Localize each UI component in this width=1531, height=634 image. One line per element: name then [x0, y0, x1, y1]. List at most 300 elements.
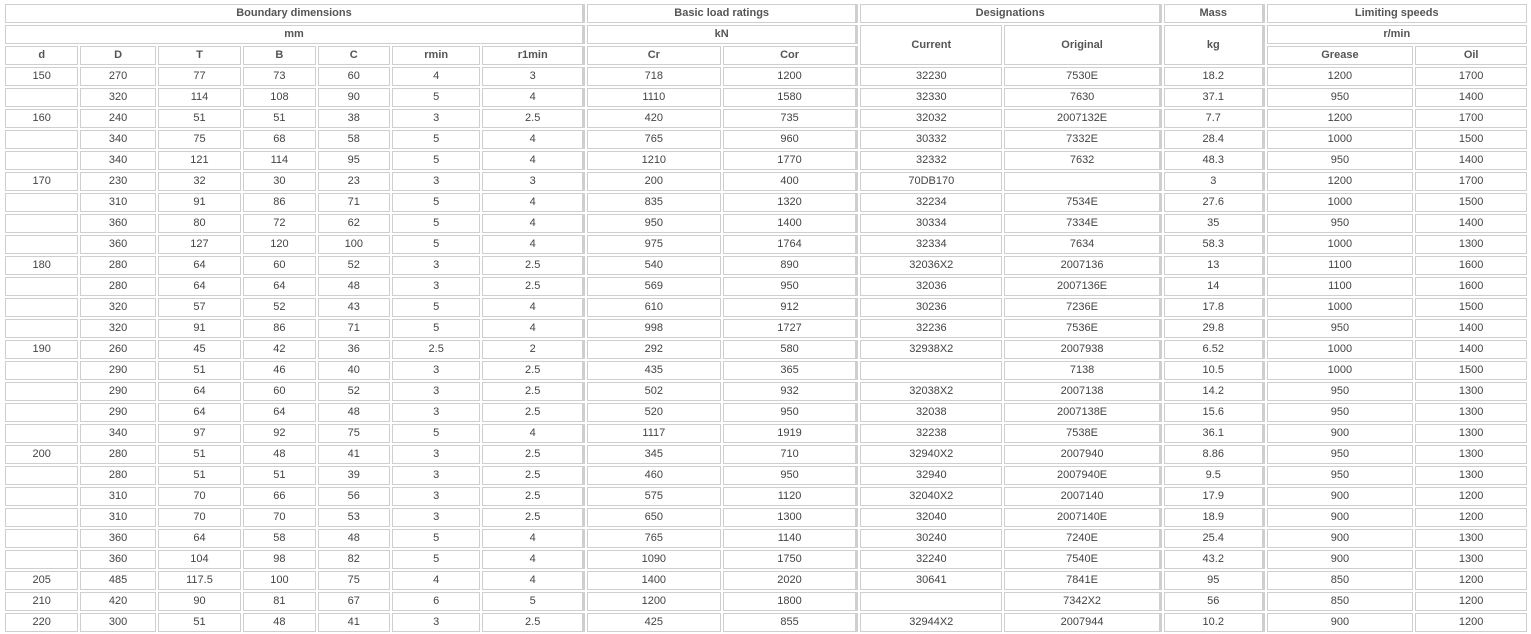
cell-designation-original: 2007940 [1004, 445, 1162, 464]
cell-d [5, 550, 78, 569]
cell-cor: 400 [723, 172, 859, 191]
cell-B: 100 [243, 571, 315, 590]
cell-rmin: 3 [392, 487, 480, 506]
cell-rmin: 3 [392, 403, 480, 422]
cell-d: 160 [5, 109, 78, 128]
cell-T: 51 [158, 109, 241, 128]
bearing-spec-table [3, 2, 1529, 634]
cell-B: 58 [243, 529, 315, 548]
cell-rmin: 5 [392, 151, 480, 170]
cell-r1min: 2.5 [482, 361, 585, 380]
cell-mass: 29.8 [1164, 319, 1265, 338]
cell-grease: 850 [1267, 571, 1414, 590]
col-T: T [158, 46, 241, 65]
cell-d: 170 [5, 172, 78, 191]
cell-D-outer: 280 [80, 445, 155, 464]
cell-mass: 95 [1164, 571, 1265, 590]
cell-designation-original: 2007136E [1004, 277, 1162, 296]
cell-D-outer: 230 [80, 172, 155, 191]
cell-mass: 8.86 [1164, 445, 1265, 464]
cell-mass: 35 [1164, 214, 1265, 233]
cell-r1min: 3 [482, 172, 585, 191]
cell-rmin: 2.5 [392, 340, 480, 359]
cell-T: 91 [158, 193, 241, 212]
cell-D-outer: 420 [80, 592, 155, 611]
cell-r1min: 2.5 [482, 508, 585, 527]
table-row [5, 340, 1527, 359]
cell-grease: 900 [1267, 613, 1414, 632]
cell-designation-original: 7530E [1004, 67, 1162, 86]
cell-grease: 950 [1267, 151, 1414, 170]
cell-cor: 2020 [723, 571, 859, 590]
cell-C: 41 [318, 613, 390, 632]
cell-mass: 13 [1164, 256, 1265, 275]
cell-C: 48 [318, 277, 390, 296]
cell-oil: 1200 [1415, 592, 1527, 611]
cell-D-outer: 260 [80, 340, 155, 359]
col-rmin: rmin [392, 46, 480, 65]
table-row [5, 193, 1527, 212]
cell-grease: 1000 [1267, 130, 1414, 149]
cell-D-outer: 310 [80, 508, 155, 527]
cell-B: 66 [243, 487, 315, 506]
cell-oil: 1400 [1415, 214, 1527, 233]
cell-mass: 9.5 [1164, 466, 1265, 485]
cell-T: 51 [158, 613, 241, 632]
cell-D-outer: 320 [80, 88, 155, 107]
cell-designation-original [1004, 172, 1162, 191]
cell-T: 90 [158, 592, 241, 611]
cell-oil: 1300 [1415, 529, 1527, 548]
cell-designation-current: 30334 [860, 214, 1002, 233]
cell-d [5, 193, 78, 212]
cell-oil: 1700 [1415, 67, 1527, 86]
cell-oil: 1300 [1415, 403, 1527, 422]
cell-B: 52 [243, 298, 315, 317]
cell-rmin: 5 [392, 529, 480, 548]
cell-d [5, 130, 78, 149]
cell-oil: 1700 [1415, 172, 1527, 191]
cell-cr: 1200 [587, 592, 721, 611]
cell-mass: 28.4 [1164, 130, 1265, 149]
cell-d [5, 88, 78, 107]
cell-cr: 1090 [587, 550, 721, 569]
cell-r1min: 4 [482, 193, 585, 212]
cell-cr: 569 [587, 277, 721, 296]
cell-cr: 420 [587, 109, 721, 128]
cell-mass: 17.9 [1164, 487, 1265, 506]
cell-cr: 435 [587, 361, 721, 380]
cell-r1min: 4 [482, 214, 585, 233]
cell-r1min: 4 [482, 235, 585, 254]
cell-r1min: 4 [482, 298, 585, 317]
cell-cor: 580 [723, 340, 859, 359]
cell-B: 70 [243, 508, 315, 527]
cell-designation-current: 32236 [860, 319, 1002, 338]
cell-designation-original: 2007132E [1004, 109, 1162, 128]
cell-d [5, 235, 78, 254]
cell-r1min: 2.5 [482, 277, 585, 296]
cell-r1min: 2.5 [482, 403, 585, 422]
col-designation-original: Original [1004, 25, 1162, 65]
cell-oil: 1300 [1415, 466, 1527, 485]
cell-cr: 950 [587, 214, 721, 233]
cell-rmin: 5 [392, 319, 480, 338]
cell-C: 40 [318, 361, 390, 380]
cell-rmin: 3 [392, 445, 480, 464]
cell-oil: 1200 [1415, 487, 1527, 506]
cell-B: 73 [243, 67, 315, 86]
cell-designation-current: 32038X2 [860, 382, 1002, 401]
unit-load: kN [587, 25, 858, 44]
cell-oil: 1500 [1415, 361, 1527, 380]
cell-oil: 1400 [1415, 88, 1527, 107]
table-row [5, 235, 1527, 254]
cell-grease: 1200 [1267, 109, 1414, 128]
cell-cor: 1919 [723, 424, 859, 443]
cell-cor: 365 [723, 361, 859, 380]
cell-r1min: 2.5 [482, 445, 585, 464]
cell-oil: 1500 [1415, 130, 1527, 149]
unit-mass: kg [1164, 25, 1265, 65]
cell-d: 220 [5, 613, 78, 632]
cell-cr: 292 [587, 340, 721, 359]
cell-C: 90 [318, 88, 390, 107]
cell-cor: 1320 [723, 193, 859, 212]
cell-rmin: 3 [392, 466, 480, 485]
cell-oil: 1300 [1415, 445, 1527, 464]
cell-grease: 1100 [1267, 256, 1414, 275]
cell-B: 86 [243, 193, 315, 212]
cell-T: 45 [158, 340, 241, 359]
cell-r1min: 2.5 [482, 466, 585, 485]
cell-rmin: 3 [392, 382, 480, 401]
cell-B: 60 [243, 256, 315, 275]
cell-T: 64 [158, 256, 241, 275]
table-row [5, 88, 1527, 107]
cell-cr: 835 [587, 193, 721, 212]
cell-designation-current: 32036 [860, 277, 1002, 296]
group-designations: Designations [860, 4, 1162, 23]
cell-grease: 950 [1267, 403, 1414, 422]
cell-cr: 975 [587, 235, 721, 254]
cell-rmin: 4 [392, 67, 480, 86]
cell-d [5, 403, 78, 422]
cell-C: 23 [318, 172, 390, 191]
cell-C: 43 [318, 298, 390, 317]
table-row [5, 67, 1527, 86]
cell-grease: 900 [1267, 529, 1414, 548]
cell-cr: 1400 [587, 571, 721, 590]
cell-d [5, 424, 78, 443]
cell-T: 32 [158, 172, 241, 191]
cell-d: 210 [5, 592, 78, 611]
cell-rmin: 3 [392, 613, 480, 632]
table-row [5, 550, 1527, 569]
cell-designation-current: 30332 [860, 130, 1002, 149]
cell-cor: 710 [723, 445, 859, 464]
col-cr: Cr [587, 46, 721, 65]
table-row [5, 466, 1527, 485]
cell-designation-original: 2007138E [1004, 403, 1162, 422]
table-row [5, 256, 1527, 275]
table-row [5, 529, 1527, 548]
cell-designation-original: 7538E [1004, 424, 1162, 443]
cell-designation-original: 7342X2 [1004, 592, 1162, 611]
cell-designation-current: 32234 [860, 193, 1002, 212]
cell-designation-current: 32036X2 [860, 256, 1002, 275]
cell-designation-original: 2007140E [1004, 508, 1162, 527]
cell-r1min: 4 [482, 319, 585, 338]
cell-d [5, 487, 78, 506]
cell-designation-current: 32238 [860, 424, 1002, 443]
cell-d: 200 [5, 445, 78, 464]
cell-cr: 520 [587, 403, 721, 422]
cell-designation-original: 7236E [1004, 298, 1162, 317]
cell-cor: 912 [723, 298, 859, 317]
cell-C: 48 [318, 529, 390, 548]
cell-cor: 1770 [723, 151, 859, 170]
cell-designation-original: 7334E [1004, 214, 1162, 233]
cell-grease: 1100 [1267, 277, 1414, 296]
table-row [5, 403, 1527, 422]
cell-designation-original: 2007140 [1004, 487, 1162, 506]
cell-T: 80 [158, 214, 241, 233]
cell-B: 72 [243, 214, 315, 233]
cell-mass: 7.7 [1164, 109, 1265, 128]
cell-d [5, 277, 78, 296]
group-boundary-dimensions: Boundary dimensions [5, 4, 585, 23]
cell-mass: 18.9 [1164, 508, 1265, 527]
cell-rmin: 5 [392, 550, 480, 569]
cell-designation-current: 30236 [860, 298, 1002, 317]
cell-oil: 1400 [1415, 340, 1527, 359]
cell-T: 127 [158, 235, 241, 254]
cell-grease: 1200 [1267, 67, 1414, 86]
cell-cor: 1750 [723, 550, 859, 569]
cell-mass: 58.3 [1164, 235, 1265, 254]
cell-mass: 56 [1164, 592, 1265, 611]
cell-rmin: 5 [392, 235, 480, 254]
group-basic-load-ratings: Basic load ratings [587, 4, 858, 23]
cell-rmin: 5 [392, 298, 480, 317]
cell-D-outer: 300 [80, 613, 155, 632]
cell-T: 117.5 [158, 571, 241, 590]
cell-designation-current: 32032 [860, 109, 1002, 128]
cell-C: 60 [318, 67, 390, 86]
cell-C: 41 [318, 445, 390, 464]
group-limiting-speeds: Limiting speeds [1267, 4, 1527, 23]
cell-cr: 765 [587, 529, 721, 548]
cell-B: 64 [243, 277, 315, 296]
cell-B: 48 [243, 613, 315, 632]
cell-d [5, 529, 78, 548]
cell-B: 98 [243, 550, 315, 569]
cell-mass: 27.6 [1164, 193, 1265, 212]
cell-designation-current: 32330 [860, 88, 1002, 107]
cell-designation-current [860, 361, 1002, 380]
cell-designation-original: 2007138 [1004, 382, 1162, 401]
cell-grease: 900 [1267, 487, 1414, 506]
cell-cor: 890 [723, 256, 859, 275]
table-row [5, 151, 1527, 170]
cell-T: 121 [158, 151, 241, 170]
cell-rmin: 3 [392, 361, 480, 380]
unit-boundary: mm [5, 25, 585, 44]
cell-rmin: 3 [392, 256, 480, 275]
cell-mass: 43.2 [1164, 550, 1265, 569]
cell-d [5, 298, 78, 317]
cell-r1min: 2.5 [482, 487, 585, 506]
table-row [5, 319, 1527, 338]
cell-designation-current: 30240 [860, 529, 1002, 548]
cell-r1min: 2.5 [482, 109, 585, 128]
table-row [5, 592, 1527, 611]
cell-d [5, 466, 78, 485]
cell-r1min: 5 [482, 592, 585, 611]
cell-rmin: 3 [392, 277, 480, 296]
cell-oil: 1200 [1415, 613, 1527, 632]
cell-cr: 650 [587, 508, 721, 527]
cell-d: 190 [5, 340, 78, 359]
table-row [5, 298, 1527, 317]
cell-r1min: 2.5 [482, 382, 585, 401]
cell-cr: 200 [587, 172, 721, 191]
table-row [5, 382, 1527, 401]
cell-B: 30 [243, 172, 315, 191]
cell-mass: 14 [1164, 277, 1265, 296]
cell-D-outer: 270 [80, 67, 155, 86]
cell-designation-current: 32230 [860, 67, 1002, 86]
cell-grease: 1000 [1267, 193, 1414, 212]
cell-designation-original: 7632 [1004, 151, 1162, 170]
cell-D-outer: 485 [80, 571, 155, 590]
cell-designation-original: 2007940E [1004, 466, 1162, 485]
cell-rmin: 3 [392, 508, 480, 527]
cell-B: 92 [243, 424, 315, 443]
cell-designation-original: 2007938 [1004, 340, 1162, 359]
cell-r1min: 4 [482, 550, 585, 569]
cell-T: 64 [158, 403, 241, 422]
cell-T: 70 [158, 508, 241, 527]
cell-B: 51 [243, 466, 315, 485]
cell-mass: 37.1 [1164, 88, 1265, 107]
group-mass: Mass [1164, 4, 1265, 23]
cell-T: 51 [158, 466, 241, 485]
col-r1min: r1min [482, 46, 585, 65]
cell-C: 38 [318, 109, 390, 128]
cell-d: 150 [5, 67, 78, 86]
cell-d [5, 508, 78, 527]
cell-designation-original: 7240E [1004, 529, 1162, 548]
cell-d [5, 319, 78, 338]
cell-T: 114 [158, 88, 241, 107]
cell-r1min: 3 [482, 67, 585, 86]
cell-designation-current: 32944X2 [860, 613, 1002, 632]
cell-grease: 950 [1267, 214, 1414, 233]
cell-C: 100 [318, 235, 390, 254]
table-row [5, 487, 1527, 506]
cell-C: 39 [318, 466, 390, 485]
table-row [5, 571, 1527, 590]
cell-D-outer: 310 [80, 487, 155, 506]
cell-designation-current: 32938X2 [860, 340, 1002, 359]
cell-rmin: 3 [392, 172, 480, 191]
cell-grease: 1000 [1267, 340, 1414, 359]
cell-rmin: 5 [392, 88, 480, 107]
cell-mass: 3 [1164, 172, 1265, 191]
cell-T: 75 [158, 130, 241, 149]
cell-d [5, 382, 78, 401]
cell-B: 51 [243, 109, 315, 128]
cell-rmin: 6 [392, 592, 480, 611]
cell-oil: 1400 [1415, 319, 1527, 338]
cell-designation-current: 32040X2 [860, 487, 1002, 506]
cell-T: 97 [158, 424, 241, 443]
cell-oil: 1300 [1415, 235, 1527, 254]
table-row [5, 445, 1527, 464]
cell-designation-current: 70DB170 [860, 172, 1002, 191]
cell-C: 48 [318, 403, 390, 422]
cell-D-outer: 310 [80, 193, 155, 212]
cell-r1min: 4 [482, 424, 585, 443]
cell-cr: 610 [587, 298, 721, 317]
cell-T: 70 [158, 487, 241, 506]
cell-cor: 950 [723, 466, 859, 485]
cell-designation-original: 7630 [1004, 88, 1162, 107]
cell-r1min: 2.5 [482, 613, 585, 632]
cell-D-outer: 360 [80, 235, 155, 254]
cell-grease: 950 [1267, 382, 1414, 401]
cell-B: 60 [243, 382, 315, 401]
cell-designation-current: 32240 [860, 550, 1002, 569]
header-row-columns [5, 46, 1527, 65]
col-oil: Oil [1415, 46, 1527, 65]
cell-C: 36 [318, 340, 390, 359]
cell-rmin: 5 [392, 130, 480, 149]
cell-T: 51 [158, 361, 241, 380]
cell-mass: 15.6 [1164, 403, 1265, 422]
cell-designation-original: 7332E [1004, 130, 1162, 149]
cell-designation-original: 7634 [1004, 235, 1162, 254]
cell-designation-original: 7536E [1004, 319, 1162, 338]
cell-oil: 1200 [1415, 508, 1527, 527]
cell-cor: 1400 [723, 214, 859, 233]
cell-r1min: 4 [482, 151, 585, 170]
cell-D-outer: 360 [80, 550, 155, 569]
cell-d: 180 [5, 256, 78, 275]
cell-D-outer: 320 [80, 298, 155, 317]
cell-r1min: 4 [482, 571, 585, 590]
cell-cr: 540 [587, 256, 721, 275]
cell-grease: 950 [1267, 319, 1414, 338]
cell-cor: 1580 [723, 88, 859, 107]
cell-grease: 1000 [1267, 235, 1414, 254]
table-body [5, 67, 1527, 632]
cell-cr: 345 [587, 445, 721, 464]
cell-C: 82 [318, 550, 390, 569]
table-row [5, 613, 1527, 632]
cell-cor: 1800 [723, 592, 859, 611]
cell-cor: 1140 [723, 529, 859, 548]
cell-designation-original: 2007136 [1004, 256, 1162, 275]
cell-cor: 950 [723, 277, 859, 296]
cell-D-outer: 340 [80, 130, 155, 149]
cell-T: 64 [158, 382, 241, 401]
col-C: C [318, 46, 390, 65]
cell-mass: 18.2 [1164, 67, 1265, 86]
cell-D-outer: 280 [80, 256, 155, 275]
